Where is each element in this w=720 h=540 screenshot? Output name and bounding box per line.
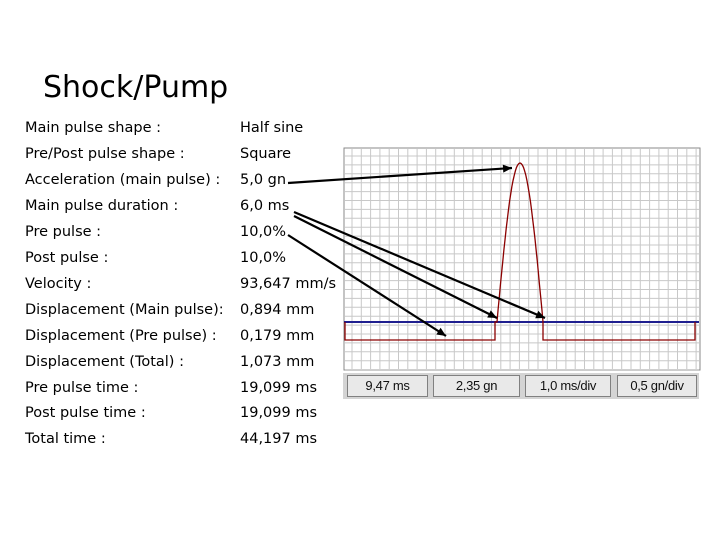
param-label: Pre pulse :: [25, 223, 102, 240]
param-label: Acceleration (main pulse) :: [25, 171, 221, 188]
acceleration-readout: 2,35 gn: [433, 375, 520, 397]
page-title: Shock/Pump: [43, 70, 229, 105]
param-value: 10,0%: [240, 223, 287, 240]
param-label: Displacement (Pre pulse) :: [25, 327, 217, 344]
time-per-division-readout: 1,0 ms/div: [525, 375, 611, 397]
param-value: 93,647 mm/s: [240, 275, 337, 292]
param-value: 0,179 mm: [240, 327, 315, 344]
param-value: 19,099 ms: [240, 405, 318, 422]
param-label: Pre/Post pulse shape :: [25, 145, 185, 162]
param-label: Pre pulse time :: [25, 379, 139, 396]
param-value: Half sine: [240, 120, 304, 136]
param-label: Post pulse :: [25, 249, 109, 266]
time-readout: 9,47 ms: [347, 375, 428, 397]
param-label: Velocity :: [25, 275, 92, 292]
param-value: 44,197 ms: [240, 431, 318, 448]
param-label: Displacement (Total) :: [25, 353, 184, 370]
param-value: 0,894 mm: [240, 301, 315, 318]
param-label: Main pulse duration :: [25, 197, 179, 214]
param-value: 1,073 mm: [240, 353, 315, 370]
param-label: Displacement (Main pulse):: [25, 301, 224, 318]
param-value: 6,0 ms: [240, 197, 290, 214]
param-label: Total time :: [25, 431, 106, 448]
param-label: Post pulse time :: [25, 405, 146, 422]
param-value: Square: [240, 145, 292, 162]
accel-per-division-readout: 0,5 gn/div: [617, 375, 697, 397]
param-value: 19,099 ms: [240, 379, 318, 396]
param-value: 5,0 gn: [240, 171, 287, 188]
param-value: 10,0%: [240, 249, 287, 266]
param-label: Main pulse shape :: [25, 120, 161, 136]
chart-plot-area: [344, 148, 700, 370]
